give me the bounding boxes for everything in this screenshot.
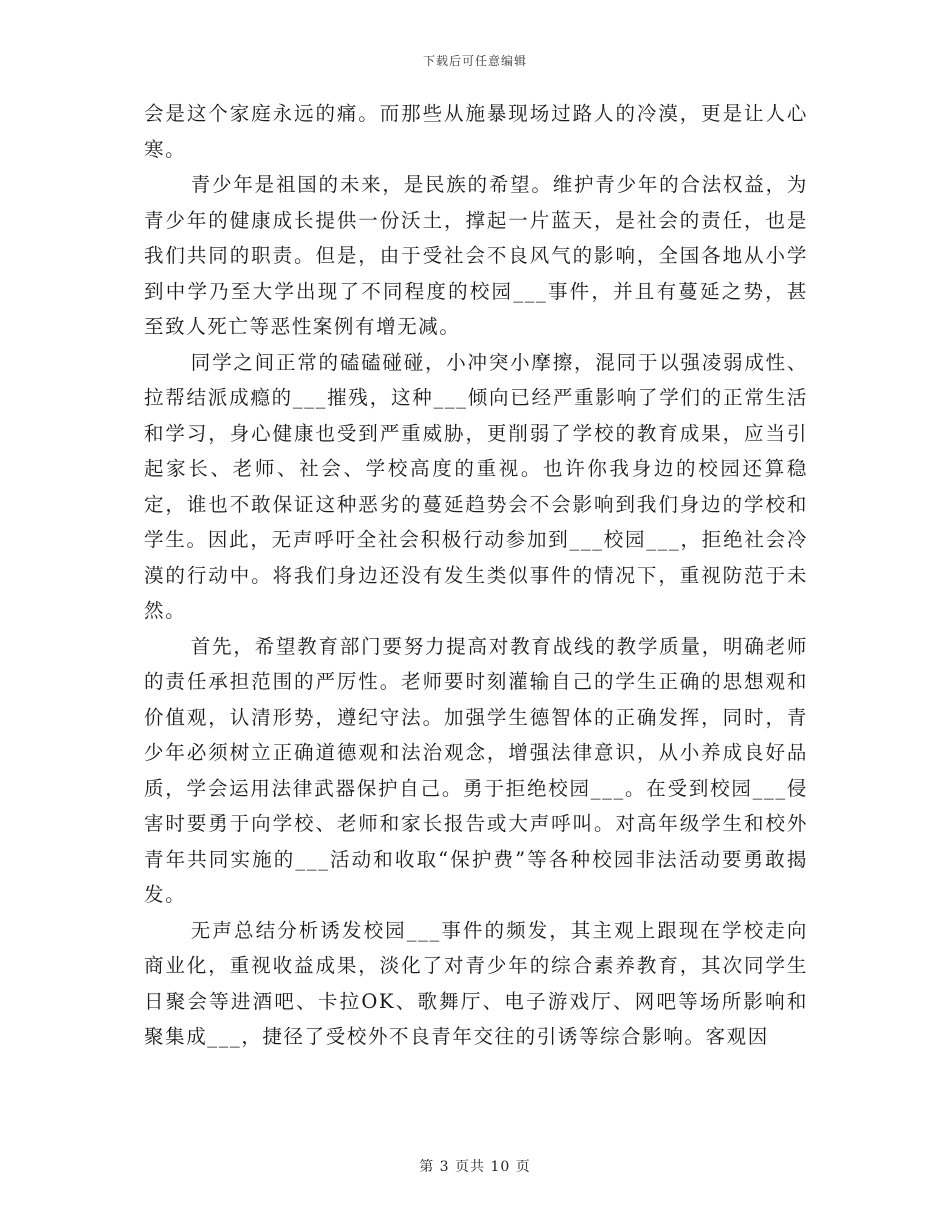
document-body	[144, 96, 808, 1055]
paragraph-3: 同学之间正常的磕磕碰碰，小冲突小摩擦，混同于以强凌弱成性、拉帮结派成瘾的___摧残，这种___倾向已经严重影响了学们的正常生活和学习，身心健康也受到严重威胁，更削弱了学校的教育成果，应当引起家长、老师、社会、学校高度的重视。也许你我身边的校园还算稳定，谁也不敢保证这种恶劣的蔓延趋势会不会影响到我们身边的学校和学生。因此，无声呼吁全社会积极行动参加到___校园___，拒绝社会冷漠的行动中。将我们身边还没有发生类似事件的情况下，重视防范于未然。	[144, 350, 808, 622]
paragraph-5: 无声总结分析诱发校园___事件的频发，其主观上跟现在学校走向商业化，重视收益成果，淡化了对青少年的综合素养教育，其次同学生日聚会等进酒吧、卡拉OK、歌舞厅、电子游戏厅、网吧等场所影响和聚集成___，捷径了受校外不良青年交往的引诱等综合影响。客观因	[144, 918, 808, 1048]
page-footer: 第 3 页共 10 页	[419, 1159, 531, 1175]
page-header: 下载后可任意编辑	[422, 54, 527, 68]
paragraph-1: 会是这个家庭永远的痛。而那些从施暴现场过路人的冷漠，更是让人心寒。	[144, 102, 808, 161]
paragraph-2: 青少年是祖国的未来，是民族的希望。维护青少年的合法权益，为青少年的健康成长提供一份沃土，撑起一片蓝天，是社会的责任，也是我们共同的职责。但是，由于受社会不良风气的影响，全国各地从小学到中学乃至大学出现了不同程度的校园___事件，并且有蔓延之势，甚至致人死亡等恶性案例有增无减。	[144, 173, 808, 338]
paragraph-4: 首先，希望教育部门要努力提高对教育战线的教学质量，明确老师的责任承担范围的严厉性。老师要时刻灌输自己的学生正确的思想观和价值观，认清形势，遵纪守法。加强学生德智体的正确发挥，同时，青少年必须树立正确道德观和法治观念，增强法律意识，从小养成良好品质，学会运用法律武器保护自己。勇于拒绝校园___。在受到校园___侵害时要勇于向学校、老师和家长报告或大声呼叫。对高年级学生和校外青年共同实施的___活动和收取“保护费”等各种校园非法活动要勇敢揭发。	[144, 634, 808, 906]
